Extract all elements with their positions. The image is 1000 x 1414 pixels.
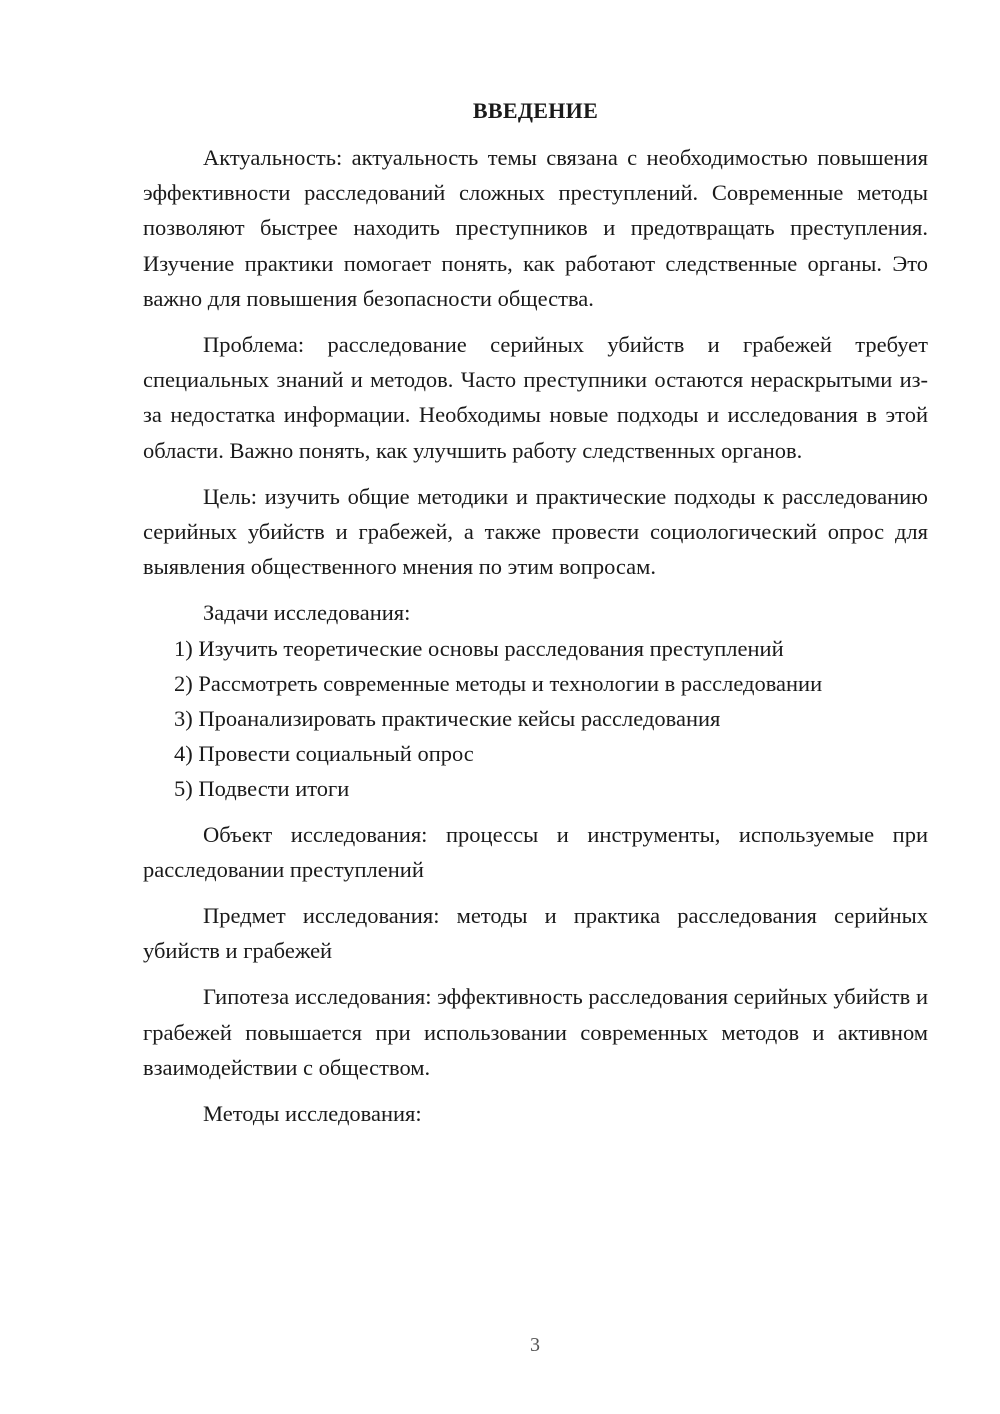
list-item: 2) Рассмотреть современные методы и технологии в расследовании [174,670,823,696]
hypothesis-paragraph: Гипотеза исследования: эффективность расследования серийных убийств и грабежей повышается при использовании современных методов и активном взаимодействии с обществом. [143,984,928,1080]
tasks-heading: Задачи исследования: [203,600,411,626]
list-item: 3) Проанализировать практические кейсы расследования [174,706,721,732]
body-text [143,140,928,1131]
relevance-paragraph: Актуальность: актуальность темы связана с необходимостью повышения эффективности расследований сложных преступлений. Современные методы позволяют быстрее находить преступников и предотвращать преступления. Изучение практики помогает понять, как работают следственные органы. Это важно для повышения безопасности общества. [143,145,928,311]
page-title: ВВЕДЕНИЕ [472,98,599,123]
subject-paragraph: Предмет исследования: методы и практика расследования серийных убийств и грабежей [143,903,928,964]
list-item: 4) Провести социальный опрос [174,741,474,767]
list-item: 5) Подвести итоги [174,776,350,802]
object-paragraph: Объект исследования: процессы и инструменты, используемые при расследовании преступлений [143,821,928,882]
methods-heading: Методы исследования: [203,1101,422,1127]
list-item: 1) Изучить теоретические основы расследования преступлений [174,635,784,661]
page-number: 3 [530,1334,540,1356]
goal-paragraph: Цель: изучить общие методики и практические подходы к расследованию серийных убийств и грабежей, а также провести социологический опрос для выявления общественного мнения по этим вопросам. [143,483,928,580]
problem-paragraph: Проблема: расследование серийных убийств и грабежей требует специальных знаний и методов. Часто преступники остаются нераскрытыми из-за недостатка информации. Необходимы новые подходы и исследования в этой области. Важно понять, как улучшить работу следственных органов. [143,332,928,463]
